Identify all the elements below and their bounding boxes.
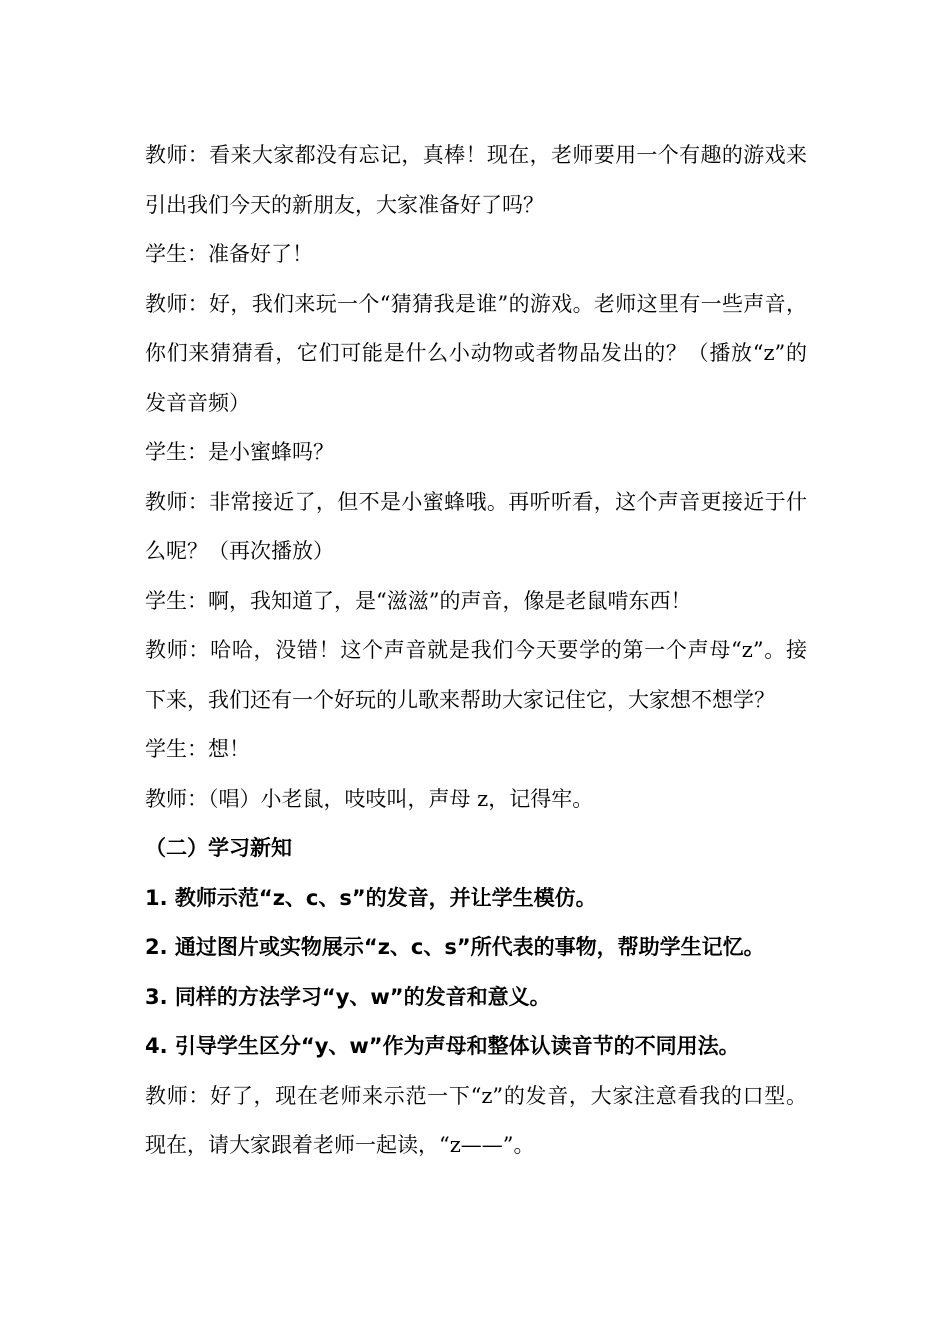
list-item-4: 4. 引导学生区分“y、w”作为声母和整体认读音节的不同用法。 xyxy=(145,1034,740,1058)
list-item-1: 1. 教师示范“z、c、s”的发音，并让学生模仿。 xyxy=(145,885,597,910)
list-item-3: 3. 同样的方法学习“y、w”的发音和意义。 xyxy=(145,984,551,1009)
section-heading: （二）学习新知 xyxy=(145,836,292,860)
dialogue-teacher-reveal: 教师：哈哈，没错！这个声音就是我们今天要学的第一个声母“z”。接下来，我们还有一个好玩的儿歌来帮助大家记住它，大家想不想学？ xyxy=(145,638,807,712)
dialogue-teacher-game: 教师：好，我们来玩一个“猜猜我是谁”的游戏。老师这里有一些声音，你们来猜猜看，它们可能是什么小动物或者物品发出的？（播放“z”的发音音频） xyxy=(145,291,807,415)
dialogue-student-ready: 学生：准备好了！ xyxy=(145,242,313,266)
document-body xyxy=(145,131,807,1171)
dialogue-teacher-song: 教师：（唱）小老鼠，吱吱叫，声母 z，记得牢。 xyxy=(145,786,594,811)
list-item-2: 2. 通过图片或实物展示“z、c、s”所代表的事物，帮助学生记忆。 xyxy=(145,935,765,959)
dialogue-student-answer: 学生：啊，我知道了，是“滋滋”的声音，像是老鼠啃东西！ xyxy=(145,588,692,613)
dialogue-teacher-demo: 教师：好了，现在老师来示范一下“z”的发音，大家注意看我的口型。现在，请大家跟着老师一起读，“z——”。 xyxy=(145,1083,807,1157)
dialogue-teacher-hint: 教师：非常接近了，但不是小蜜蜂哦。再听听看，这个声音更接近于什么呢？（再次播放） xyxy=(145,489,807,563)
dialogue-student-guess: 学生：是小蜜蜂吗？ xyxy=(145,440,334,464)
dialogue-student-want: 学生：想！ xyxy=(145,737,250,761)
dialogue-teacher-intro: 教师：看来大家都没有忘记，真棒！现在，老师要用一个有趣的游戏来引出我们今天的新朋友，大家准备好了吗？ xyxy=(145,143,807,217)
